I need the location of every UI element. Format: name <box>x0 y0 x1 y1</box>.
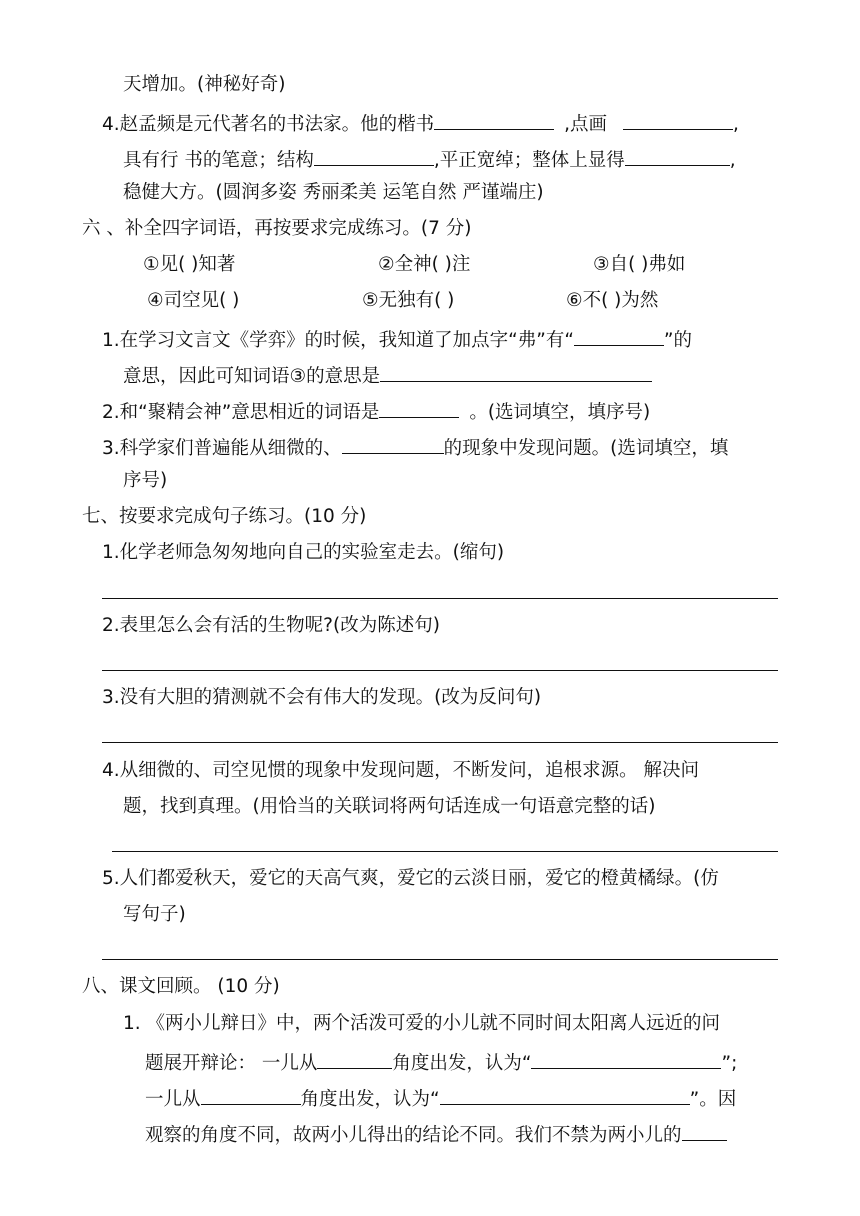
s6-q1-blank-2[interactable] <box>380 361 652 382</box>
s6-q3-line2: 序号) <box>123 470 168 491</box>
s6-q1-text-a: 1.在学习文言文《学弈》的时候，我知道了加点字“弗”有“ <box>102 330 574 351</box>
word-item-1: ①见( )知著 <box>143 254 236 275</box>
s6-q1-text-b: ”的 <box>663 330 692 351</box>
s6-q1-line1 <box>102 325 692 353</box>
q4-text-b-end: , <box>733 114 739 135</box>
s8-q1-line4 <box>145 1120 727 1148</box>
word-item-4: ④司空见( ) <box>147 290 240 311</box>
word-item-5: ⑤无独有( ) <box>362 290 455 311</box>
s7-q5-line1: 5.人们都爱秋天，爱它的天高气爽，爱它的云淡日丽，爱它的橙黄橘绿。(仿 <box>102 868 719 889</box>
q4-blank-3[interactable] <box>314 145 434 166</box>
q4-blank-2[interactable] <box>623 109 733 130</box>
word-item-3: ③自( )弗如 <box>593 254 686 275</box>
q4-line2 <box>123 145 736 173</box>
s8-q1-text-b1: 题展开辩论： 一儿从 <box>145 1053 318 1074</box>
section7-heading: 七、按要求完成句子练习。(10 分) <box>82 506 367 527</box>
s8-q1-blank-5[interactable] <box>682 1120 727 1141</box>
s7-q4-line2: 题，找到真理。(用恰当的关联词将两句话连成一句语意完整的话) <box>123 796 656 817</box>
q4-line1 <box>102 109 739 137</box>
s6-q1-text-c: 意思，因此可知词语③的意思是 <box>123 366 381 387</box>
s7-q3-answer-line[interactable] <box>102 742 778 743</box>
s8-q1-text-c1: 一儿从 <box>145 1089 201 1110</box>
s6-q1-line2 <box>123 361 652 389</box>
s6-q2-blank[interactable] <box>379 397 459 418</box>
s8-q1-blank-2[interactable] <box>531 1048 721 1069</box>
s6-q3-text-a: 3.科学家们普遍能从细微的、 <box>102 438 342 459</box>
s7-q4-answer-line[interactable] <box>112 851 778 852</box>
section8-heading: 八、课文回顾。 (10 分) <box>82 976 280 997</box>
s7-q1-text: 1.化学老师急匆匆地向自己的实验室走去。(缩句) <box>102 542 505 563</box>
word-item-6: ⑥不( )为然 <box>566 290 659 311</box>
s7-q5-line2: 写句子) <box>123 904 186 925</box>
word-item-2: ②全神( )注 <box>378 254 471 275</box>
q4-text-b: ,点画 <box>564 114 608 135</box>
s7-q3-text: 3.没有大胆的猜测就不会有伟大的发现。(改为反问句) <box>102 687 542 708</box>
q4-text-c: 具有行 书的笔意；结构 <box>123 150 314 171</box>
s7-q5-answer-line[interactable] <box>102 959 778 960</box>
section6-heading: 六 、补全四字词语，再按要求完成练习。(7 分) <box>82 218 472 239</box>
s7-q2-answer-line[interactable] <box>102 670 778 671</box>
s6-q2-line <box>102 397 650 425</box>
s7-q1-answer-line[interactable] <box>102 598 778 599</box>
s6-q2-text-a: 2.和“聚精会神”意思相近的词语是 <box>102 402 380 423</box>
q4-line3: 稳健大方。(圆润多姿 秀丽柔美 运笔自然 严谨端庄) <box>123 182 544 203</box>
s8-q1-text-c2: 角度出发，认为“ <box>300 1089 440 1110</box>
s8-q1-blank-1[interactable] <box>317 1048 392 1069</box>
q4-text-d-end: , <box>729 150 736 171</box>
q4-text-d: ,平正宽绰；整体上显得 <box>433 150 625 171</box>
s8-q1-blank-4[interactable] <box>440 1084 690 1105</box>
s6-q3-text-b: 的现象中发现问题。(选词填空，填 <box>443 438 729 459</box>
s7-q2-text: 2.表里怎么会有活的生物呢?(改为陈述句) <box>102 615 440 636</box>
q3-continuation: 天增加。(神秘好奇) <box>123 74 286 95</box>
s6-q3-blank[interactable] <box>342 433 444 454</box>
q4-text-a: 4.赵孟频是元代著名的书法家。他的楷书 <box>102 114 435 135</box>
s8-q1-line1: 1. 《两小儿辩日》中，两个活泼可爱的小儿就不同时间太阳离人远近的问 <box>123 1013 721 1034</box>
s8-q1-line3 <box>145 1084 736 1112</box>
s6-q3-line1 <box>102 433 728 461</box>
s6-q1-blank-1[interactable] <box>574 325 664 346</box>
s8-q1-text-c3: ”。因 <box>689 1089 737 1110</box>
s8-q1-text-b3: ”; <box>721 1053 738 1074</box>
s6-q2-text-b: 。(选词填空，填序号) <box>469 402 651 423</box>
s8-q1-blank-3[interactable] <box>201 1084 301 1105</box>
q4-blank-1[interactable] <box>434 109 554 130</box>
s8-q1-text-d: 观察的角度不同，故两小儿得出的结论不同。我们不禁为两小儿的 <box>145 1125 682 1146</box>
s8-q1-line2 <box>145 1048 737 1076</box>
s7-q4-line1: 4.从细微的、司空见惯的现象中发现问题，不断发问，追根求源。 解决问 <box>102 760 700 781</box>
q4-blank-4[interactable] <box>625 145 730 166</box>
s8-q1-text-b2: 角度出发，认为“ <box>392 1053 532 1074</box>
